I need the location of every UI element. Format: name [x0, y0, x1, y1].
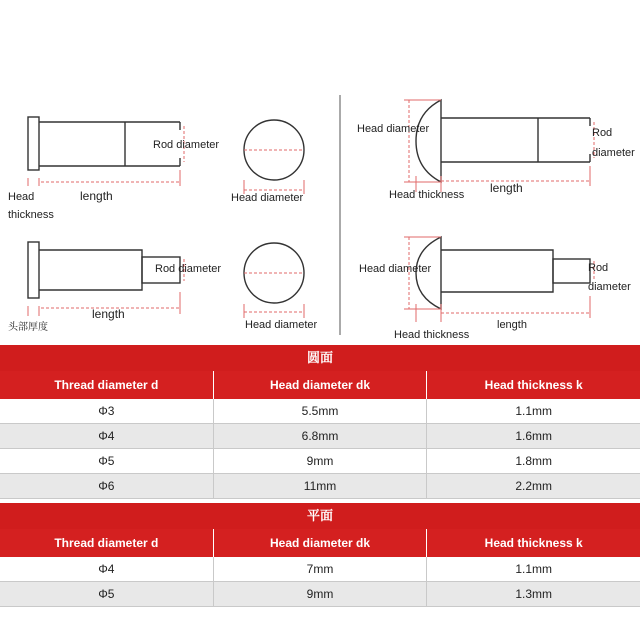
table-row [0, 449, 640, 474]
table-cell: Φ4 [98, 429, 115, 443]
table-cell: 6.8mm [213, 424, 427, 448]
column-header: Head thickness k [426, 371, 640, 399]
table-cell: 11mm [213, 474, 427, 498]
table-header-row [0, 529, 640, 557]
length-label: length [80, 189, 113, 203]
column-header: Thread diameter d [54, 378, 159, 392]
head-diameter-label: Head diameter [231, 192, 304, 204]
spec-tables [0, 345, 640, 640]
round-rivet-stepped-drawing [404, 237, 594, 322]
table-cell: 9mm [213, 582, 427, 606]
rod-diameter-label: Rod diameter [153, 139, 220, 151]
column-header: Thread diameter d [54, 536, 159, 550]
head-diameter-label: Head diameter [359, 263, 432, 275]
table-title-flat: 平面 [0, 503, 640, 529]
table-row [0, 557, 640, 582]
column-header: Head diameter dk [213, 371, 427, 399]
table-cell: 1.3mm [426, 582, 640, 606]
head-diameter-label: Head diameter [245, 319, 318, 331]
table-cell: 1.8mm [426, 449, 640, 473]
length-label: length [490, 181, 523, 195]
flat-rivet-stepped-drawing [28, 242, 184, 316]
table-cell: 1.1mm [426, 399, 640, 423]
thickness-label: thickness [8, 209, 54, 221]
head-thickness-label: Head thickness [394, 329, 470, 341]
rod-label: Rod [588, 262, 609, 274]
table-title-round: 圆面 [0, 345, 640, 371]
table-cell: 1.1mm [426, 557, 640, 581]
head-thickness-label: Head thickness [389, 189, 465, 201]
diameter-label: diameter [588, 281, 631, 293]
head-circle-top-left [244, 120, 304, 194]
table-cell: Φ6 [98, 479, 115, 493]
rod-diameter-label: Rod diameter [155, 263, 222, 275]
length-label: length [497, 319, 527, 331]
head-circle-bottom-left [244, 243, 304, 318]
diameter-label: diameter [592, 147, 635, 159]
rod-label: Rod [592, 127, 613, 139]
table-cell: 9mm [213, 449, 427, 473]
head-thickness-cn-label: 头部厚度 [8, 322, 48, 333]
table-row [0, 474, 640, 499]
length-label: length [92, 307, 125, 321]
column-header: Head diameter dk [213, 529, 427, 557]
table-row [0, 582, 640, 607]
table-row [0, 399, 640, 424]
head-label: Head [8, 191, 35, 203]
flat-rivet-hollow-drawing [28, 117, 184, 186]
head-diameter-label: Head diameter [357, 123, 430, 135]
table-cell: Φ5 [98, 587, 115, 601]
table-cell: 1.6mm [426, 424, 640, 448]
table-cell: 5.5mm [213, 399, 427, 423]
table-cell: 2.2mm [426, 474, 640, 498]
table-header-row [0, 371, 640, 399]
column-header: Head thickness k [426, 529, 640, 557]
table-row [0, 424, 640, 449]
table-cell: Φ5 [98, 454, 115, 468]
table-cell: Φ3 [98, 404, 115, 418]
round-rivet-hollow-drawing [404, 100, 594, 192]
table-cell: Φ4 [98, 562, 115, 576]
table-cell: 7mm [213, 557, 427, 581]
